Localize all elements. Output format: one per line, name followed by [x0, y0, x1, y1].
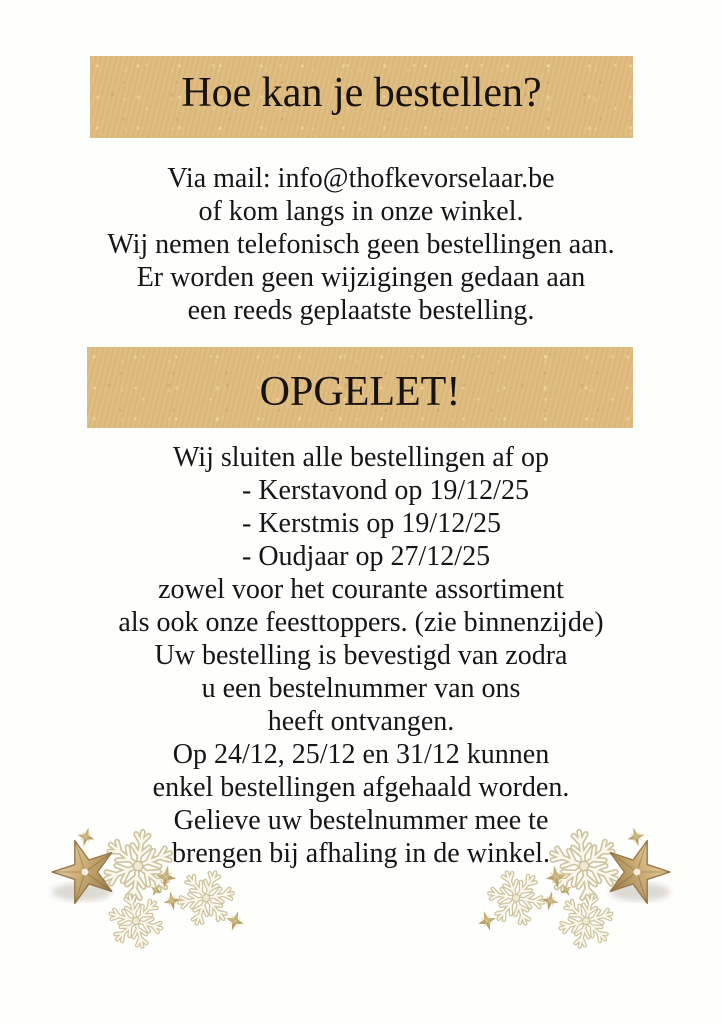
intro-line: Er worden geen wijzigingen gedaan aan — [136, 262, 586, 293]
header-banner — [90, 56, 633, 138]
attention-title: OPGELET! — [259, 368, 461, 415]
attention-line: Uw bestelling is bevestigd van zodra — [154, 640, 568, 671]
page-title: Hoe kan je bestellen? — [181, 70, 542, 116]
attention-line: als ook onze feesttoppers. (zie binnenzijde) — [118, 607, 604, 638]
attention-line: brengen bij afhaling in de winkel. — [172, 838, 550, 869]
intro-text — [0, 162, 722, 327]
attention-intro-line: Wij sluiten alle bestellingen af op — [173, 442, 549, 473]
deadline-item: - Kerstavond op 19/12/25 — [242, 475, 529, 506]
deadline-list — [0, 474, 722, 573]
deadline-item: - Oudjaar op 27/12/25 — [242, 541, 491, 572]
attention-text — [0, 441, 722, 870]
attention-line: zowel voor het courante assortiment — [158, 574, 564, 605]
intro-line: of kom langs in onze winkel. — [198, 196, 524, 227]
attention-line: u een bestelnummer van ons — [201, 673, 521, 704]
intro-line: Via mail: info@thofkevorselaar.be — [167, 163, 555, 194]
attention-line: Gelieve uw bestelnummer mee te — [173, 805, 549, 836]
attention-banner — [87, 347, 633, 428]
intro-line: een reeds geplaatste bestelling. — [187, 295, 535, 326]
attention-line: heeft ontvangen. — [267, 706, 455, 737]
deadline-item: - Kerstmis op 19/12/25 — [242, 508, 501, 539]
attention-line: Op 24/12, 25/12 en 31/12 kunnen — [172, 739, 550, 770]
intro-line: Wij nemen telefonisch geen bestellingen aan. — [107, 229, 615, 260]
attention-line: enkel bestellingen afgehaald worden. — [152, 772, 570, 803]
